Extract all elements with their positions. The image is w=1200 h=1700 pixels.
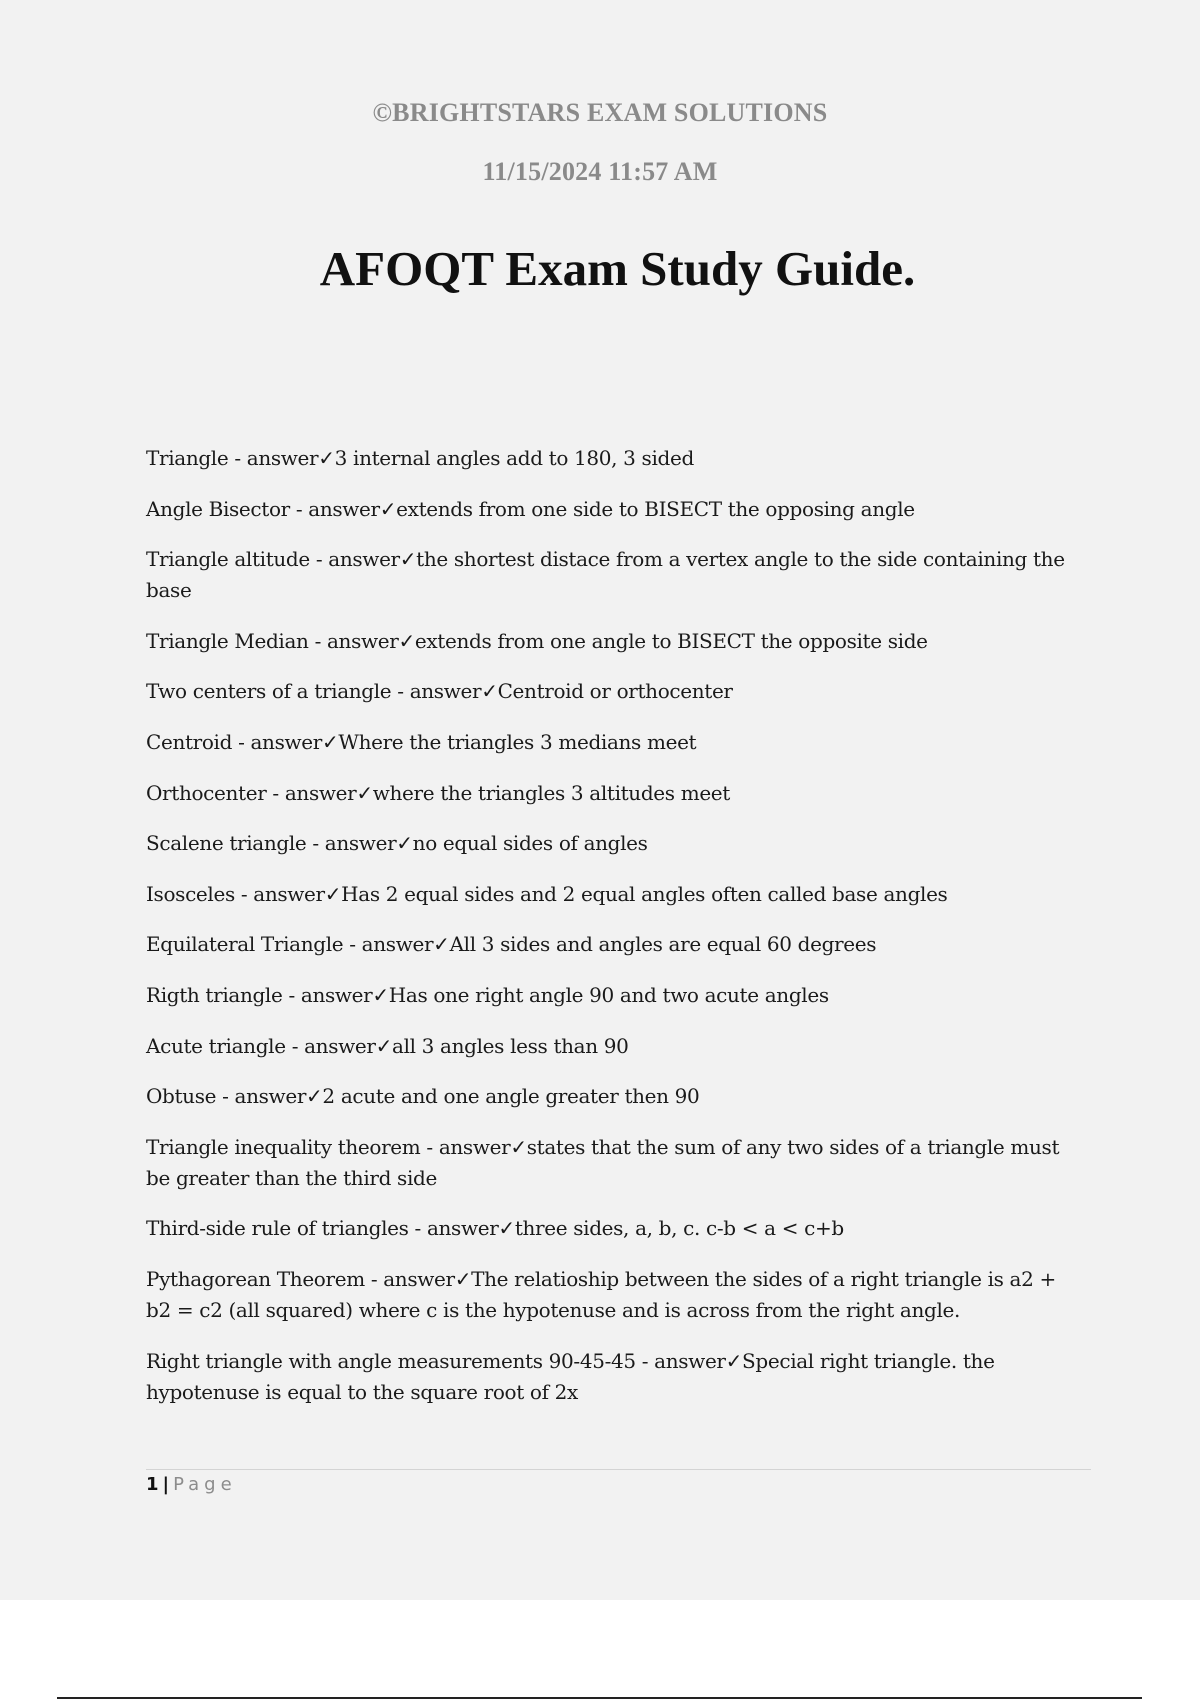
page-footer bbox=[146, 1474, 237, 1495]
qa-item-90-45-45-triangle: Right triangle with angle measurements 90-45-45 - answer✓Special right triangle. the hypotenuse is equal to the square root of 2x bbox=[146, 1348, 995, 1404]
page-word: Page bbox=[173, 1474, 237, 1495]
qa-item-centroid: Centroid - answer✓Where the triangles 3 medians meet bbox=[146, 729, 697, 754]
document-title: AFOQT Exam Study Guide. bbox=[319, 241, 916, 296]
qa-item-pythagorean-theorem: Pythagorean Theorem - answer✓The relatioship between the sides of a right triangle is a2 + b2 = c2 (all squared) where c is the hypotenuse and is across from the right angle. bbox=[146, 1266, 1056, 1322]
header-company: ©BRIGHTSTARS EXAM SOLUTIONS bbox=[372, 98, 828, 127]
qa-item-acute-triangle: Acute triangle - answer✓all 3 angles less than 90 bbox=[146, 1033, 629, 1058]
footer-divider bbox=[146, 1469, 1091, 1470]
qa-item-orthocenter: Orthocenter - answer✓where the triangles 3 altitudes meet bbox=[146, 780, 730, 805]
header-datetime: 11/15/2024 11:57 AM bbox=[482, 157, 718, 186]
qa-item-angle-bisector: Angle Bisector - answer✓extends from one side to BISECT the opposing angle bbox=[146, 496, 915, 521]
next-page-divider bbox=[57, 1697, 1142, 1699]
page-number: 1 bbox=[146, 1474, 159, 1495]
qa-item-triangle: Triangle - answer✓3 internal angles add to 180, 3 sided bbox=[146, 446, 694, 470]
qa-item-triangle-altitude: Triangle altitude - answer✓the shortest distace from a vertex angle to the side containing the base bbox=[146, 547, 1065, 603]
qa-item-equilateral: Equilateral Triangle - answer✓All 3 sides and angles are equal 60 degrees bbox=[146, 932, 877, 957]
qa-item-third-side-rule: Third-side rule of triangles - answer✓three sides, a, b, c. c-b < a < c+b bbox=[146, 1216, 844, 1241]
page-separator: | bbox=[162, 1474, 170, 1495]
qa-item-scalene: Scalene triangle - answer✓no equal sides of angles bbox=[146, 831, 648, 856]
qa-item-triangle-inequality: Triangle inequality theorem - answer✓states that the sum of any two sides of a triangle must be greater than the third side bbox=[146, 1134, 1060, 1190]
qa-item-triangle-median: Triangle Median - answer✓extends from one angle to BISECT the opposite side bbox=[146, 628, 928, 653]
qa-item-isosceles: Isosceles - answer✓Has 2 equal sides and 2 equal angles often called base angles bbox=[146, 881, 948, 906]
qa-item-obtuse: Obtuse - answer✓2 acute and one angle greater then 90 bbox=[146, 1084, 700, 1109]
qa-item-two-centers: Two centers of a triangle - answer✓Centroid or orthocenter bbox=[146, 679, 733, 704]
qa-item-right-triangle: Rigth triangle - answer✓Has one right angle 90 and two acute angles bbox=[146, 982, 829, 1007]
qa-list bbox=[146, 443, 1086, 1427]
